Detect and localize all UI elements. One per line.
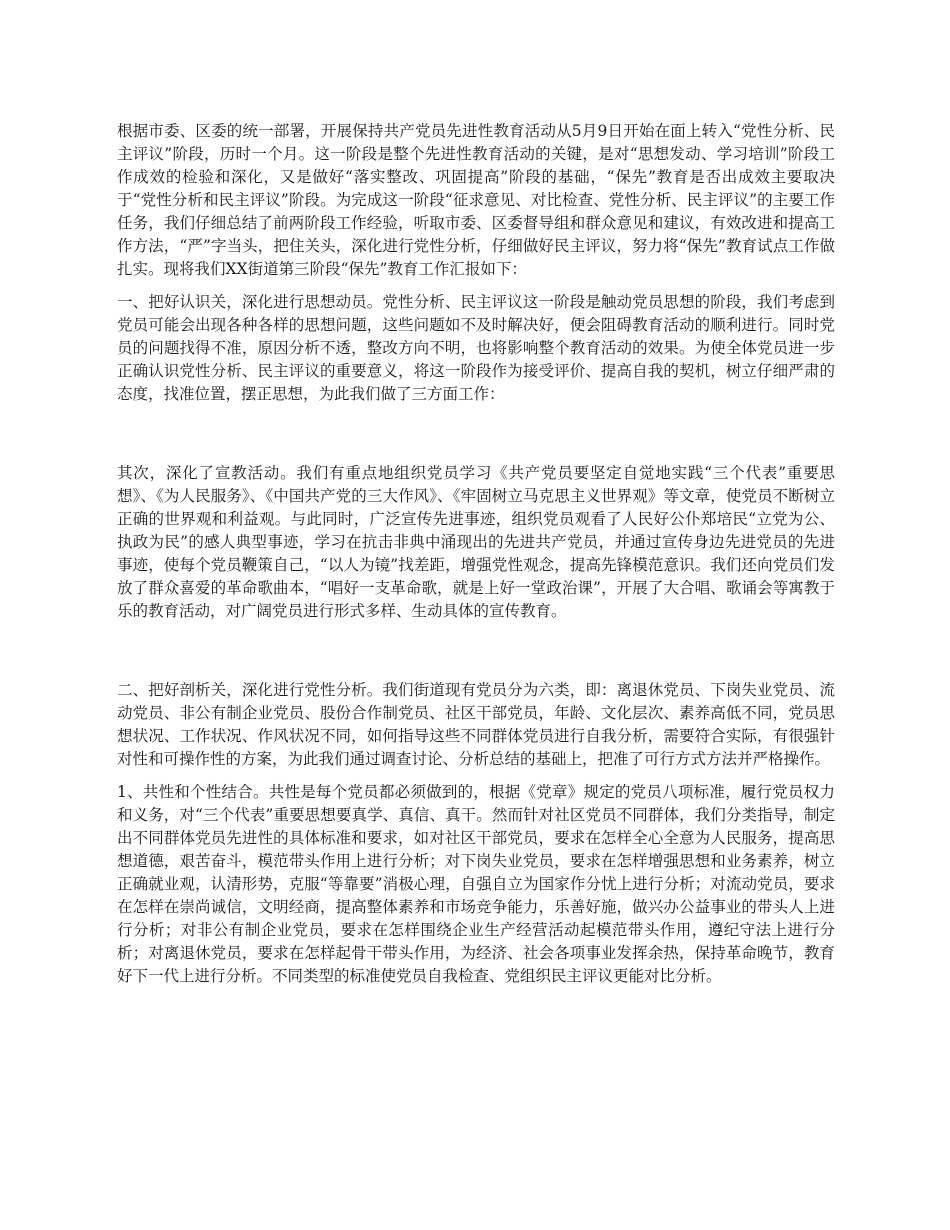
document-body bbox=[117, 120, 835, 988]
section-one-paragraph: 一、把好认识关，深化进行思想动员。党性分析、民主评议这一阶段是触动党员思想的阶段，我们考虑到党员可能会出现各种各样的思想问题，这些问题如不及时解决好，便会阻碍教育活动的顺利进行。同时党员的问题找得不准，原因分析不透，整改方向不明，也将影响整个教育活动的效果。为使全体党员进一步正确认识党性分析、民主评议的重要意义，将这一阶段作为接受评价、提高自我的契机，树立仔细严肃的态度，找准位置，摆正思想，为此我们做了三方面工作： bbox=[117, 293, 835, 403]
intro-paragraph: 根据市委、区委的统一部署，开展保持共产党员先进性教育活动从5月9日开始在面上转入“党性分析、民主评议”阶段，历时一个月。这一阶段是整个先进性教育活动的关键，是对“思想发动、学习培训”阶段工作成效的检验和深化，又是做好“落实整改、巩固提高”阶段的基础，“保先”教育是否出成效主要取决于“党性分析和民主评议”阶段。为完成这一阶段“征求意见、对比检查、党性分析、民主评议”的主要工作任务，我们仔细总结了前两阶段工作经验，听取市委、区委督导组和群众意见和建议，有效改进和提高工作方法，“严”字当头，把住关头，深化进行党性分析，仔细做好民主评议，努力将“保先”教育试点工作做扎实。现将我们XX街道第三阶段“保先”教育工作汇报如下： bbox=[117, 122, 835, 278]
paragraph-spacer bbox=[117, 281, 835, 291]
paragraph-spacer bbox=[117, 771, 835, 781]
point-one-paragraph: 1、共性和个性结合。共性是每个党员都必须做到的，根据《党章》规定的党员八项标准，履行党员权力和义务，对“三个代表”重要思想要真学、真信、真干。然而针对社区党员不同群体，我们分类指导，制定出不同群体党员先进性的具体标准和要求，如对社区干部党员，要求在怎样全心全意为人民服务，提高思想道德，艰苦奋斗，模范带头作用上进行分析；对下岗失业党员，要求在怎样增强思想和业务素养，树立正确就业观，认清形势，克服“等靠要”消极心理，自强自立为国家作分忧上进行分析；对流动党员，要求在怎样在崇尚诚信，文明经商，提高整体素养和市场竞争能力，乐善好施，做兴办公益事业的带头人上进行分析；对非公有制企业党员，要求在怎样围绕企业生产经营活动起模范带头作用，遵纪守法上进行分析；对离退休党员，要求在怎样起骨干带头作用，为经济、社会各项事业发挥余热，保持革命晚节，教育好下一代上进行分析。不同类型的标准使党员自我检查、党组织民主评议更能对比分析。 bbox=[117, 783, 835, 985]
paragraph-spacer bbox=[117, 623, 835, 679]
section-two-paragraph: 二、把好剖析关，深化进行党性分析。我们街道现有党员分为六类，即：离退休党员、下岗失业党员、流动党员、非公有制企业党员、股份合作制党员、社区干部党员，年龄、文化层次、素养高低不同，党员思想状况、工作状况、作风状况不同，如何指导这些不同群体党员进行自我分析，需要符合实际，有很强针对性和可操作性的方案，为此我们通过调查讨论、分析总结的基础上，把准了可行方式方法并严格操作。 bbox=[117, 681, 835, 768]
propaganda-paragraph: 其次，深化了宣教活动。我们有重点地组织党员学习《共产党员要坚定自觉地实践“三个代表”重要思想》、《为人民服务》、《中国共产党的三大作风》、《牢固树立马克思主义世界观》等文章，使党员不断树立正确的世界观和利益观。与此同时，广泛宣传先进事迹，组织党员观看了人民好公仆郑培民“立党为公、执政为民”的感人典型事迹，学习在抗击非典中涌现出的先进共产党员，并通过宣传身边先进党员的先进事迹，使每个党员鞭策自己，“以人为镜”找差距，增强党性观念，提高先锋模范意识。我们还向党员们发放了群众喜爱的革命歌曲本，“唱好一支革命歌，就是上好一堂政治课”，开展了大合唱、歌诵会等寓教于乐的教育活动，对广阔党员进行形式多样、生动具体的宣传教育。 bbox=[117, 464, 835, 620]
paragraph-spacer bbox=[117, 406, 835, 462]
